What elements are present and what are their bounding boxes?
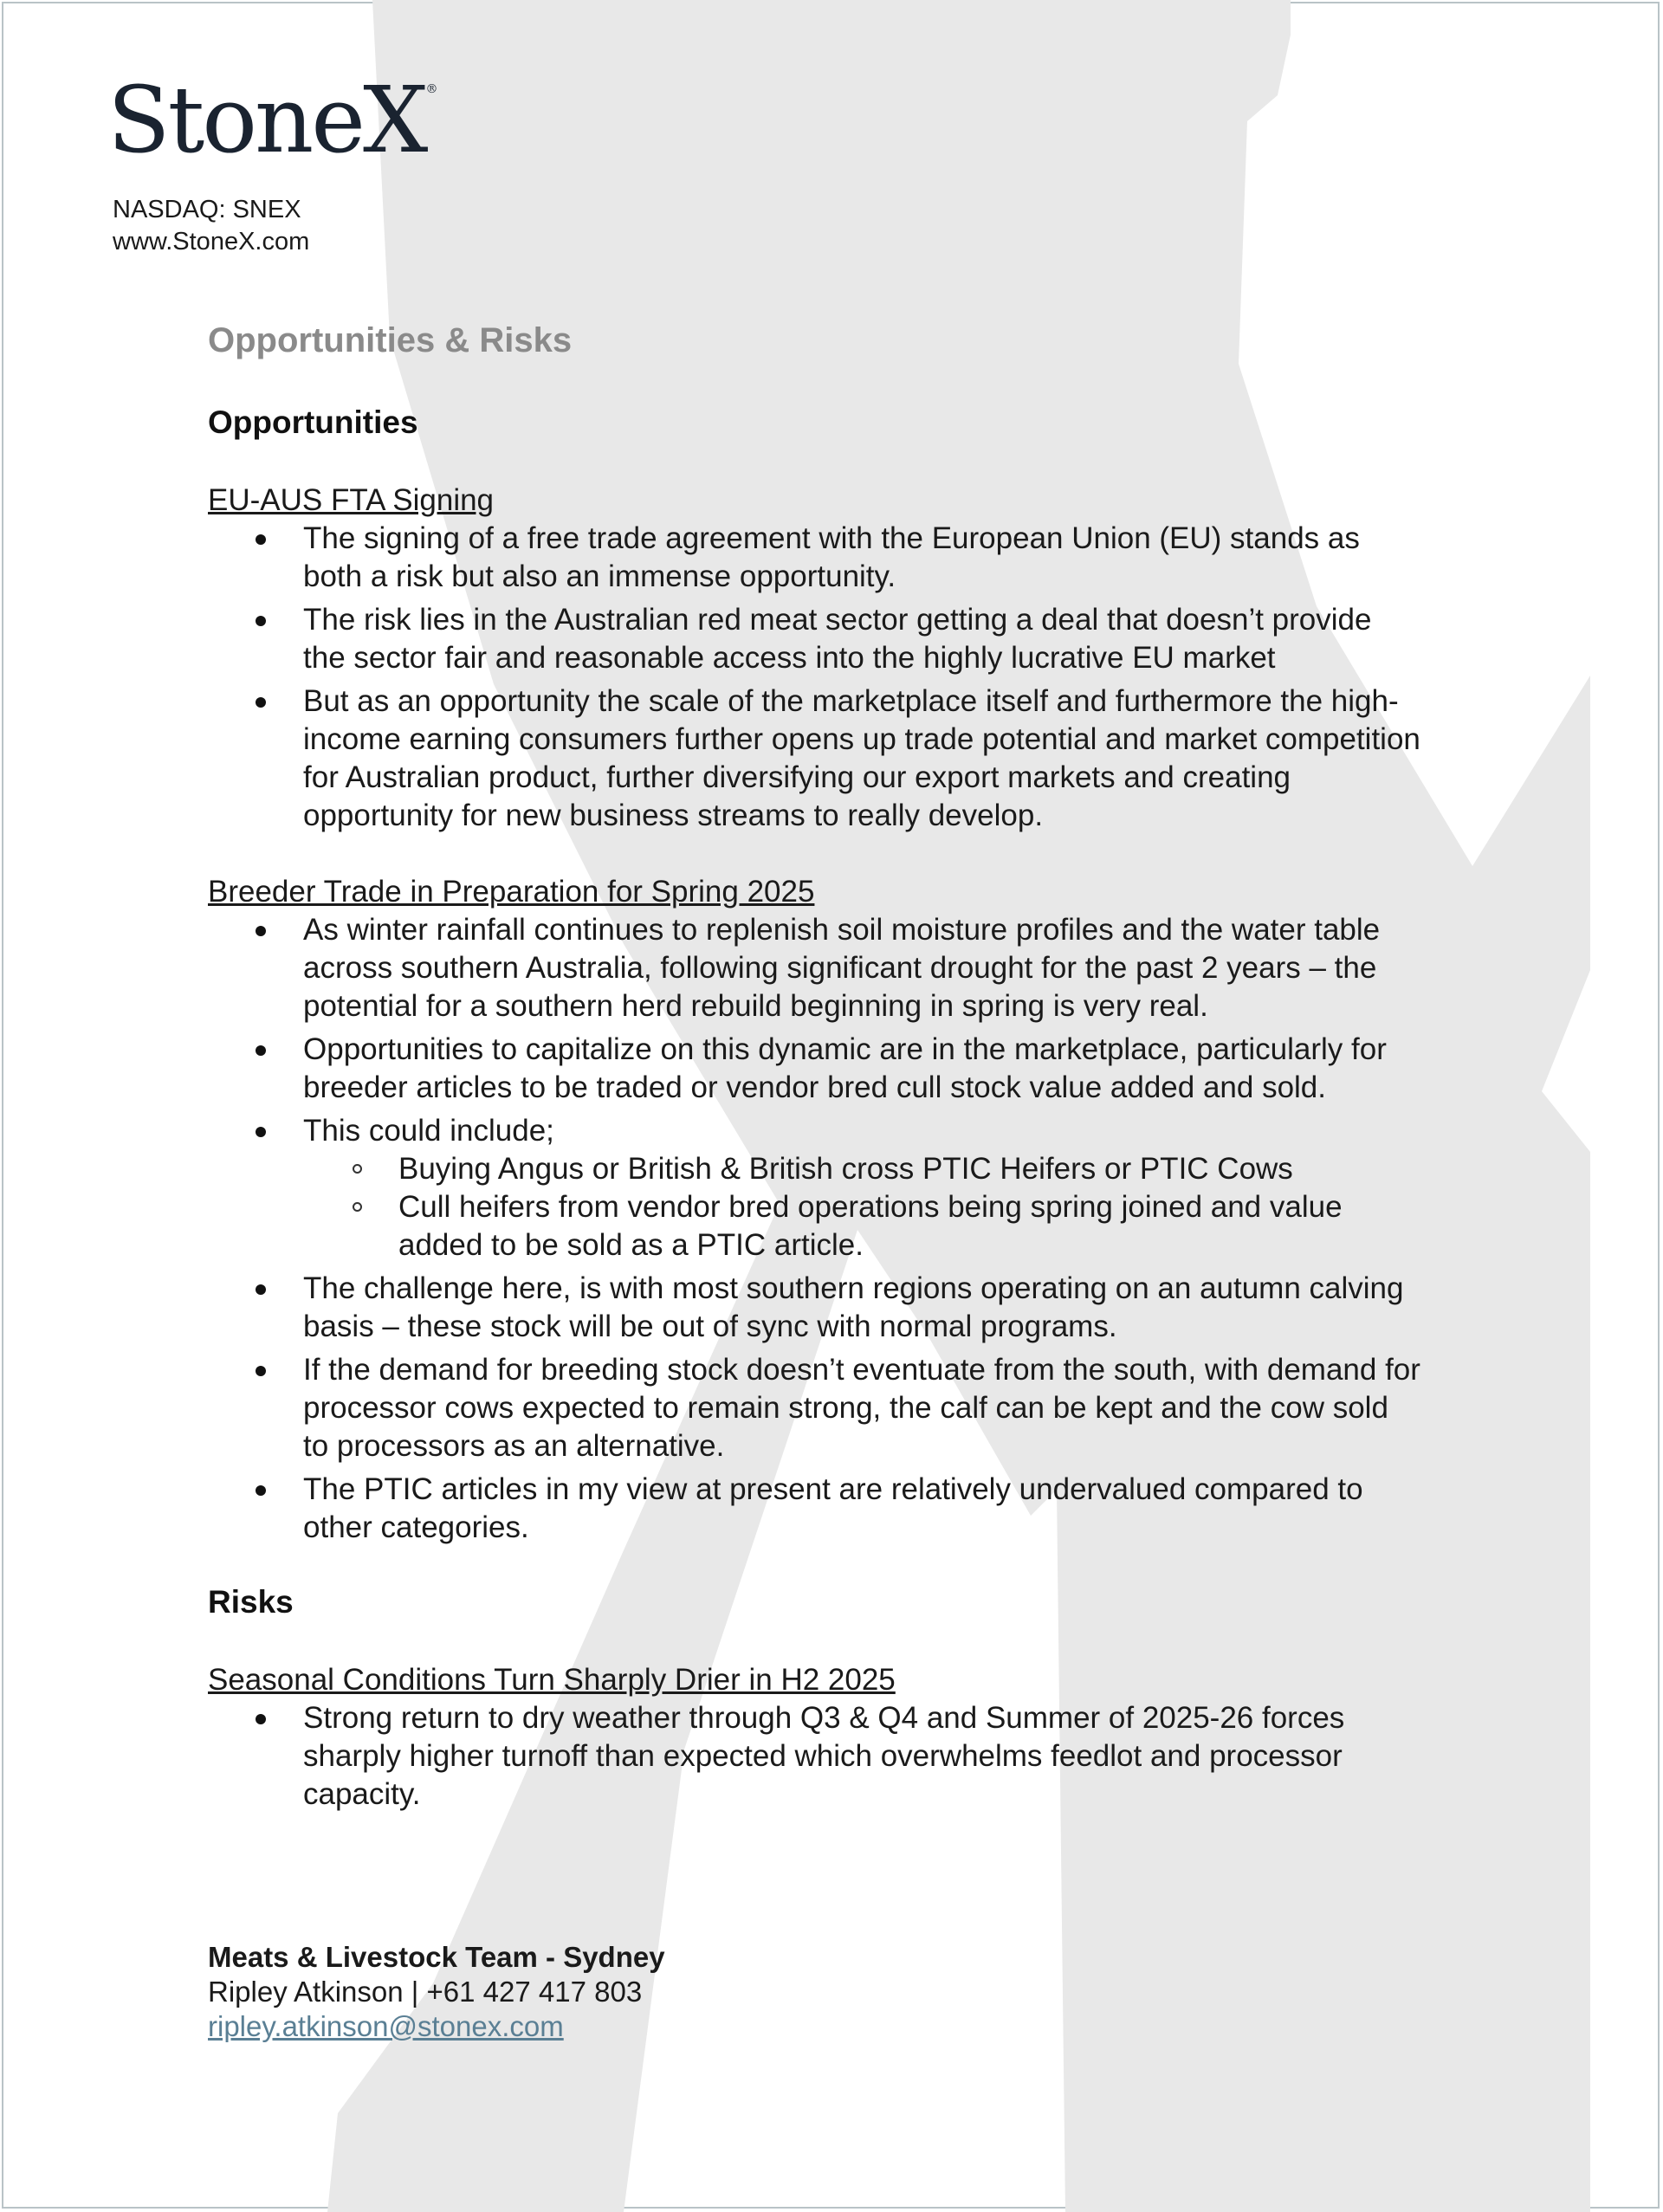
bullet-list <box>208 911 1420 1547</box>
email-link[interactable]: ripley.atkinson@stonex.com <box>208 2010 564 2042</box>
bullet-icon <box>256 1485 266 1496</box>
sub-list-item: Cull heifers from vendor bred operations being spring joined and value added to be sold as a PTIC article. <box>208 1188 1420 1264</box>
logo-text: StoneX <box>107 67 426 173</box>
list-item: This could include; <box>208 1112 1420 1150</box>
topic-breeder-trade <box>208 873 1420 1547</box>
bullet-list <box>208 520 1420 835</box>
contact-line: Ripley Atkinson | +61 427 417 803 <box>208 1976 643 2008</box>
list-item: The challenge here, is with most southern regions operating on an autumn calving basis – these stock will be out of sync with normal programs. <box>208 1270 1420 1346</box>
bullet-icon <box>256 697 266 708</box>
bullet-icon <box>256 1366 266 1376</box>
website-link[interactable]: www.StoneX.com <box>113 228 310 255</box>
bullet-icon <box>256 616 266 626</box>
circle-bullet-icon <box>353 1202 362 1212</box>
topic-eu-aus-fta <box>208 482 1420 835</box>
risks-heading: Risks <box>208 1584 294 1620</box>
section-title: Opportunities & Risks <box>208 321 573 359</box>
bullet-list <box>208 1699 1420 1814</box>
list-item: The signing of a free trade agreement with the European Union (EU) stands as both a risk but also an immense opportunity. <box>208 520 1420 596</box>
list-item: The PTIC articles in my view at present are relatively undervalued compared to other categories. <box>208 1471 1420 1547</box>
signature-block <box>208 1940 1420 2044</box>
list-item: As winter rainfall continues to replenish soil moisture profiles and the water table across southern Australia, following significant drought for the past 2 years – the potential for a southern herd rebuild beginning in spring is very real. <box>208 911 1420 1025</box>
ticker-symbol: NASDAQ: SNEX <box>113 196 301 223</box>
topic-seasonal-conditions <box>208 1661 1420 1814</box>
bullet-icon <box>256 1045 266 1056</box>
topic-title: Breeder Trade in Preparation for Spring 2025 <box>208 875 815 909</box>
list-item: Opportunities to capitalize on this dynamic are in the marketplace, particularly for breeder articles to be traded or vendor bred cull stock value added and sold. <box>208 1031 1420 1107</box>
bullet-icon <box>256 1127 266 1137</box>
sub-list-item: Buying Angus or British & British cross PTIC Heifers or PTIC Cows <box>208 1150 1420 1188</box>
circle-bullet-icon <box>353 1164 362 1174</box>
bullet-icon <box>256 1714 266 1724</box>
bullet-icon <box>256 534 266 545</box>
team-name: Meats & Livestock Team - Sydney <box>208 1941 665 1973</box>
stonex-logo <box>107 67 438 173</box>
topic-title: EU-AUS FTA Signing <box>208 483 495 517</box>
registered-mark: ® <box>425 82 438 96</box>
topic-title: Seasonal Conditions Turn Sharply Drier in H2 2025 <box>208 1663 896 1697</box>
company-info <box>113 194 309 258</box>
opportunities-heading: Opportunities <box>208 404 418 440</box>
list-item: Strong return to dry weather through Q3 & Q4 and Summer of 2025-26 forces sharply higher turnoff than expected which overwhelms feedlot and processor capacity. <box>208 1699 1420 1814</box>
bullet-icon <box>256 926 266 936</box>
list-item: The risk lies in the Australian red meat sector getting a deal that doesn’t provide the sector fair and reasonable access into the highly lucrative EU market <box>208 601 1420 677</box>
list-item: If the demand for breeding stock doesn’t eventuate from the south, with demand for processor cows expected to remain strong, the calf can be kept and the cow sold to processors as an alternative. <box>208 1351 1420 1465</box>
list-item: But as an opportunity the scale of the marketplace itself and furthermore the high-income earning consumers further opens up trade potential and market competition for Australian product, further diversifying our export markets and creating opportunity for new business streams to really develop. <box>208 682 1420 835</box>
bullet-icon <box>256 1284 266 1295</box>
report-body <box>208 319 1420 2044</box>
